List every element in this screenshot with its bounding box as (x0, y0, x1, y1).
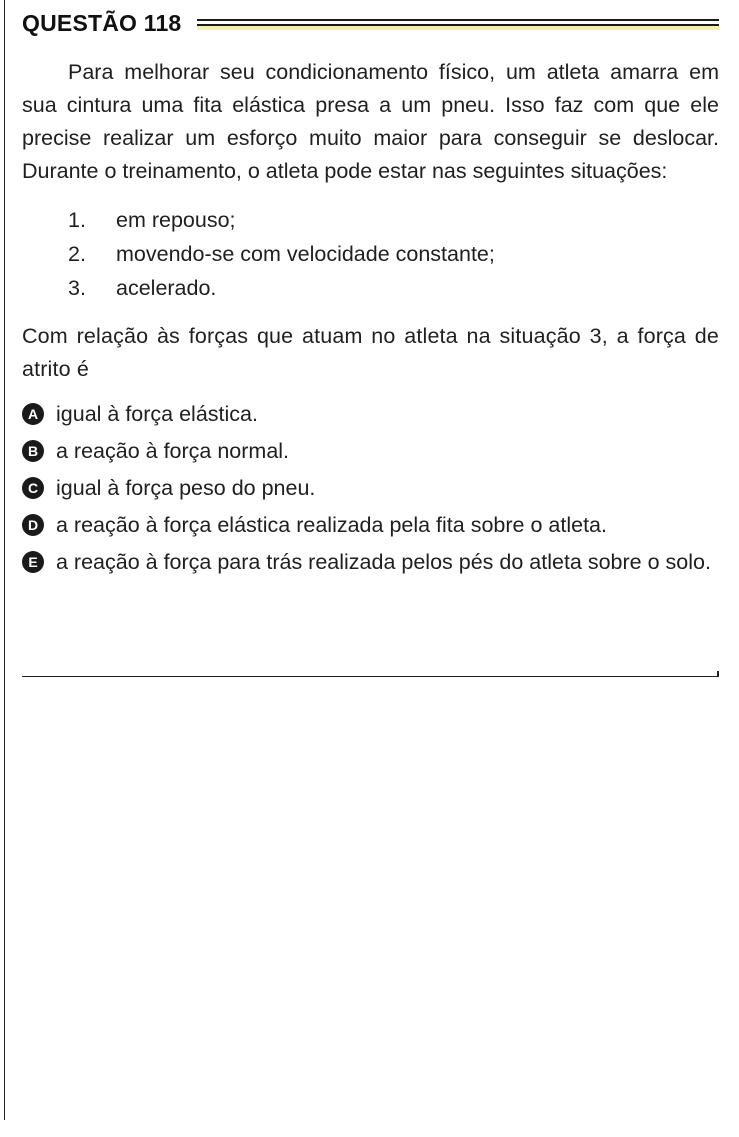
answer-option-c[interactable] (22, 472, 719, 505)
option-a-text: igual à força elástica. (56, 402, 258, 426)
option-d-letter-icon: D (22, 514, 44, 536)
answer-option-d[interactable] (22, 509, 719, 542)
option-e-text: a reação à força para trás realizada pelos pés do atleta sobre o solo. (56, 550, 711, 574)
option-c-text: igual à força peso do pneu. (56, 476, 316, 500)
option-e-letter-icon: E (22, 551, 44, 573)
option-c-letter-icon: C (22, 477, 44, 499)
situation-number: 2. (68, 242, 86, 266)
question-bottom-rule-tick (717, 671, 719, 677)
situation-item (22, 237, 719, 271)
answer-options (22, 398, 719, 579)
title-rule-line-top (197, 19, 719, 21)
title-rule-highlight (197, 26, 719, 30)
question-stem: Para melhorar seu condicionamento físico, um atleta amarra em sua cintura uma fita elástica presa a um pneu. Isso faz com que ele precise realizar um esforço muito maior para conseguir se deslocar. Durante o treinamento, o atleta pode estar nas seguintes situações: (22, 60, 719, 183)
question-body (22, 56, 719, 583)
answer-option-e[interactable] (22, 546, 719, 579)
question-bottom-rule (22, 676, 719, 677)
situation-text: movendo-se com velocidade constante; (116, 242, 495, 266)
title-double-rule (197, 18, 719, 29)
situations-list (22, 203, 719, 305)
option-d-text: a reação à força elástica realizada pela fita sobre o atleta. (56, 513, 607, 537)
situation-item (22, 203, 719, 237)
answer-option-b[interactable] (22, 435, 719, 468)
question-header (22, 8, 719, 38)
answer-option-a[interactable] (22, 398, 719, 431)
situation-text: acelerado. (116, 276, 217, 300)
situation-number: 1. (68, 208, 86, 232)
situation-text: em repouso; (116, 208, 236, 232)
question-prompt: Com relação às forças que atuam no atleta na situação 3, a força de atrito é (22, 324, 719, 381)
situation-number: 3. (68, 276, 86, 300)
question-title: QUESTÃO 118 (22, 9, 182, 36)
option-b-letter-icon: B (22, 440, 44, 462)
title-rule-line-bottom (197, 24, 719, 26)
option-b-text: a reação à força normal. (56, 439, 290, 463)
page-left-border (4, 0, 5, 1120)
option-a-letter-icon: A (22, 403, 44, 425)
situation-item (22, 271, 719, 305)
